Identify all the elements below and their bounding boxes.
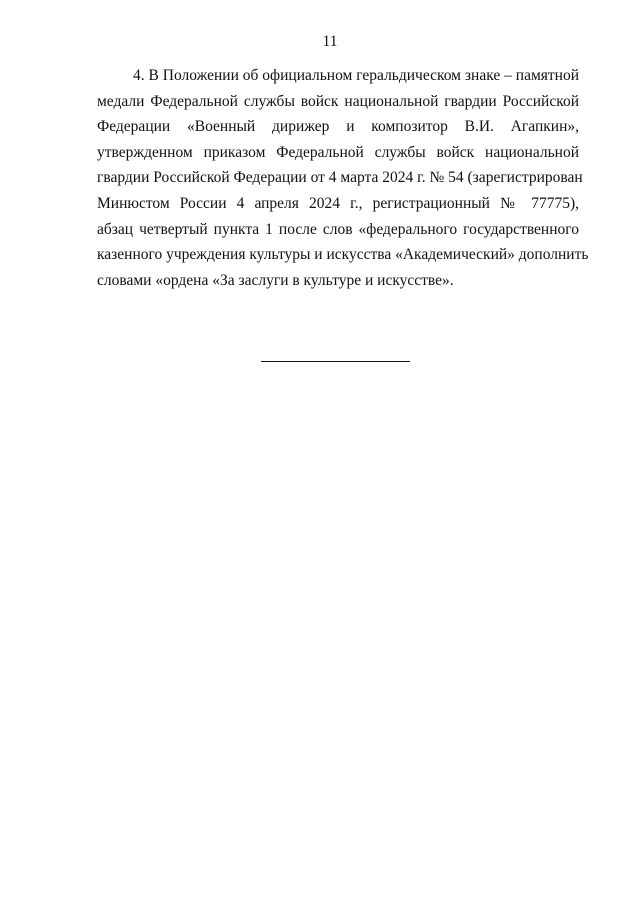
paragraph-line: казенного учреждения культуры и искусства «Академический» дополнить bbox=[97, 246, 589, 264]
paragraph-line: Минюстом России 4 апреля 2024 г., регистрационный № 77775), bbox=[97, 194, 579, 212]
paragraph-line: словами «ордена «За заслуги в культуре и искусстве». bbox=[97, 271, 454, 289]
paragraph-line: утвержденном приказом Федеральной службы войск национальной bbox=[97, 143, 579, 161]
amendment-paragraph bbox=[97, 63, 589, 293]
paragraph-line: гвардии Российской Федерации от 4 марта 2024 г. № 54 (зарегистрирован bbox=[97, 169, 583, 187]
paragraph-line: абзац четвертый пункта 1 после слов «федерального государственного bbox=[97, 220, 579, 238]
paragraph-line: медали Федеральной службы войск национальной гвардии Российской bbox=[97, 92, 579, 110]
page-number: 11 bbox=[322, 33, 338, 50]
end-separator-line bbox=[261, 361, 410, 362]
paragraph-line: Федерации «Военный дирижер и композитор В.И. Агапкин», bbox=[97, 118, 579, 136]
paragraph-line: 4. В Положении об официальном геральдическом знаке – памятной bbox=[133, 67, 579, 84]
